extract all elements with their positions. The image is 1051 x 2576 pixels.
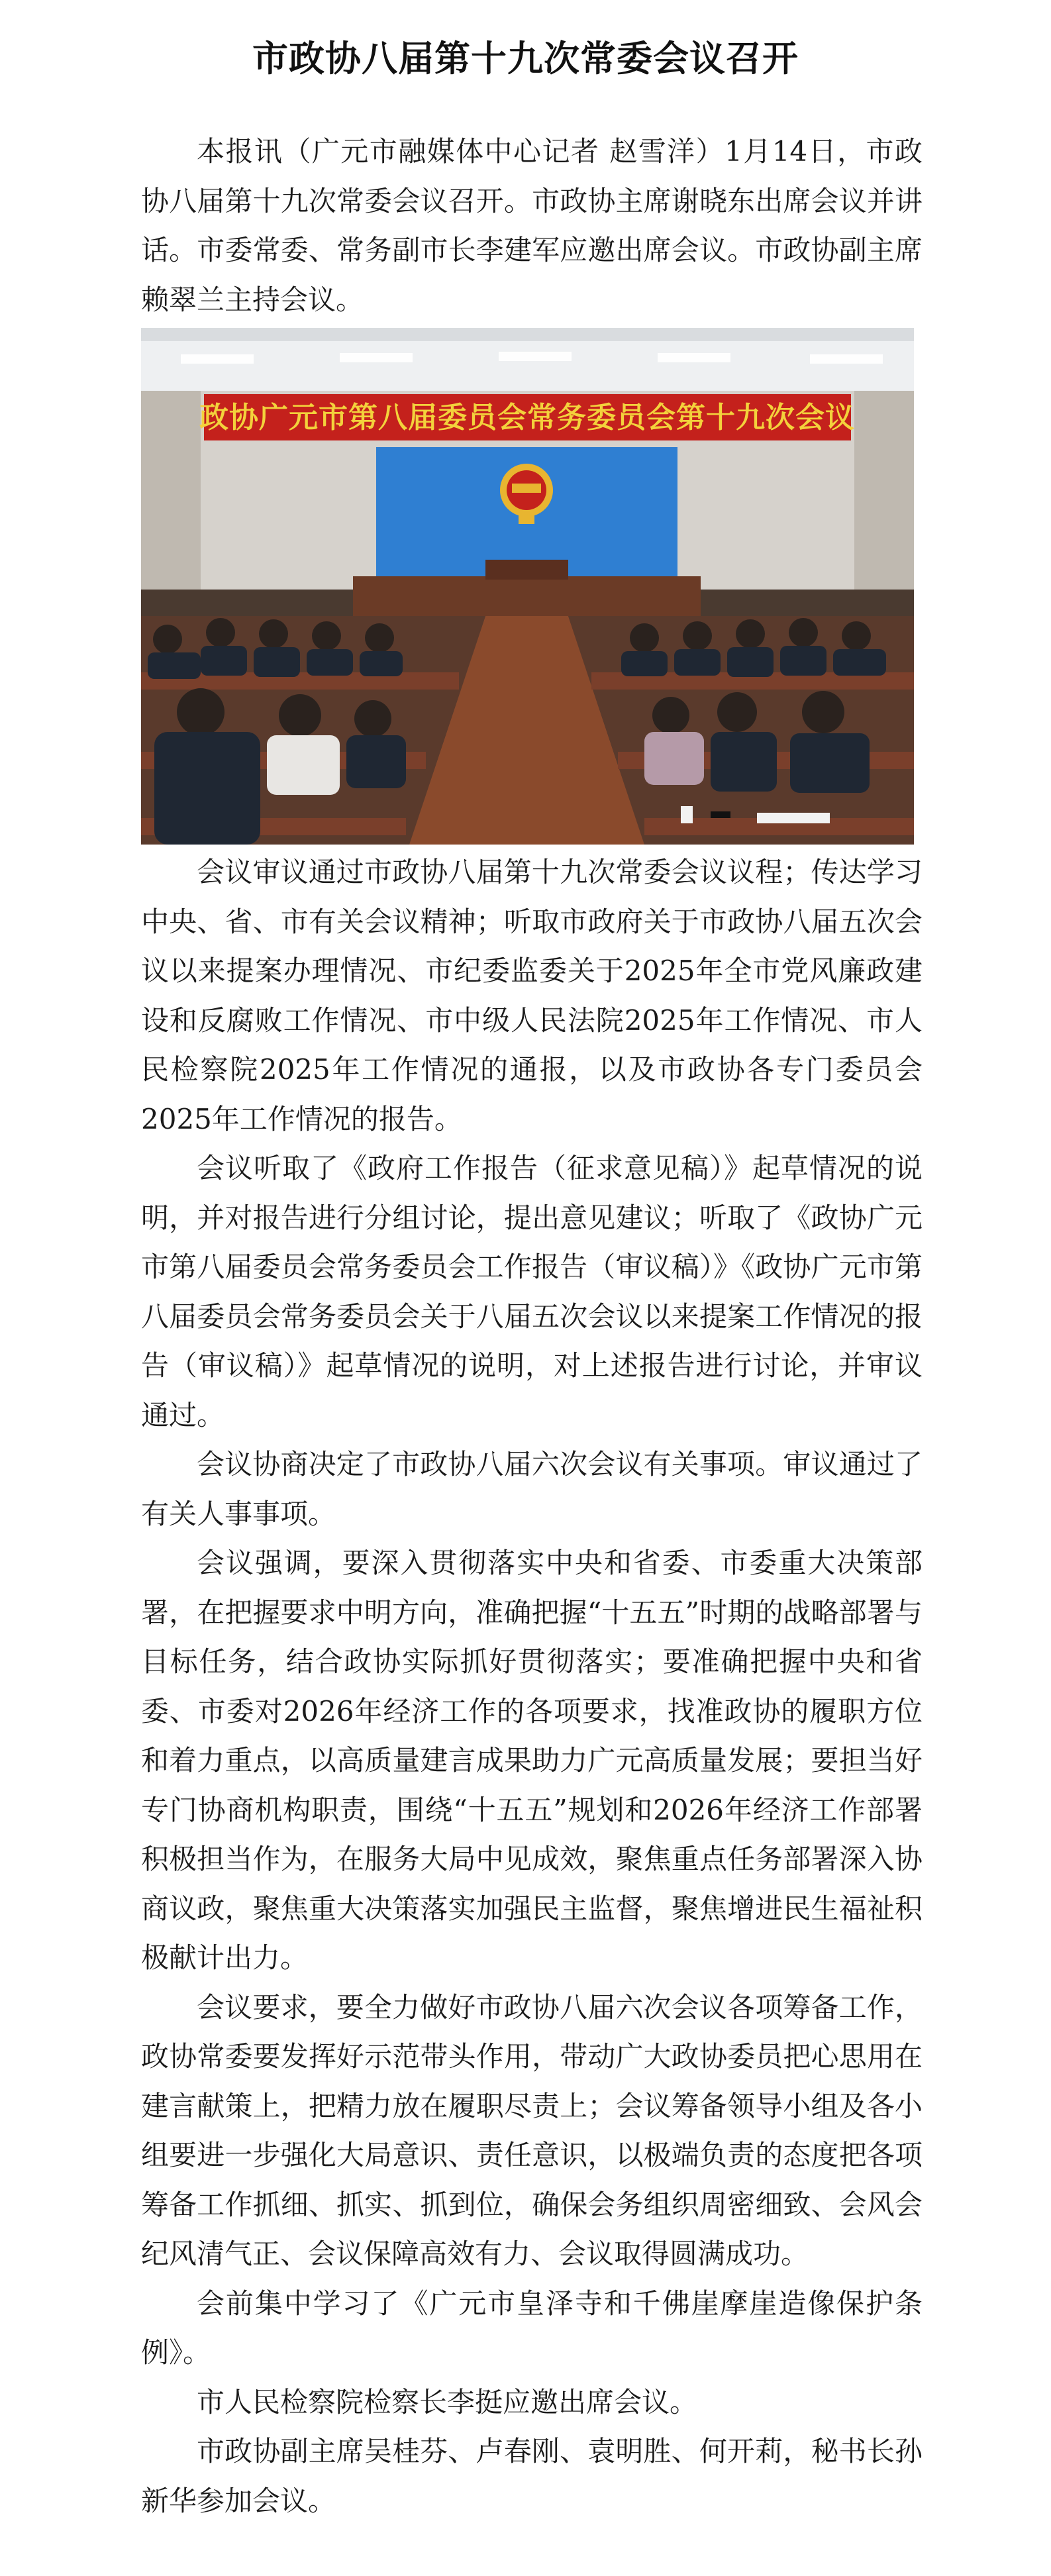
- banner-text: 政协广元市第八届委员会常务委员会第十九次会议: [199, 401, 855, 435]
- article-intro-block: [141, 127, 923, 325]
- body-paragraph: 市人民检察院检察长李挺应邀出席会议。: [197, 2385, 698, 2418]
- body-paragraph: 会议协商决定了市政协八届六次会议有关事项。审议通过了有关人事事项。: [141, 1448, 923, 1530]
- article-title: 市政协八届第十九次常委会议召开: [252, 38, 799, 80]
- body-paragraph: 市政协副主席吴桂芬、卢春刚、袁明胜、何开莉，秘书长孙新华参加会议。: [141, 2435, 923, 2517]
- body-paragraph: 会前集中学习了《广元市皇泽寺和千佛崖摩崖造像保护条例》。: [141, 2287, 923, 2369]
- body-paragraph: 会议强调，要深入贯彻落实中央和省委、市委重大决策部署，在把握要求中明方向，准确把握“十五五”时期的战略部署与目标任务，结合政协实际抓好贯彻落实；要准确把握中央和省委、市委对2026年经济工作的各项要求，找准政协的履职方位和着力重点，以高质量建言成果助力广元高质量发展；要担当好专门协商机构职责，围绕“十五五”规划和2026年经济工作部署积极担当作为，在服务大局中见成效，聚焦重点任务部署深入协商议政，聚焦重大决策落实加强民主监督，聚焦增进民生福祉积极献计出力。: [141, 1547, 923, 1974]
- intro-paragraph: 本报讯（广元市融媒体中心记者 赵雪洋）1月14日，市政协八届第十九次常委会议召开。市政协主席谢晓东出席会议并讲话。市委常委、常务副市长李建军应邀出席会议。市政协副主席赖翠兰主持会议。: [141, 135, 923, 316]
- body-paragraph: 会议听取了《政府工作报告（征求意见稿）》起草情况的说明，并对报告进行分组讨论，提出意见建议；听取了《政协广元市第八届委员会常务委员会工作报告（审议稿）》《政协广元市第八届委员会常务委员会关于八届五次会议以来提案工作情况的报告（审议稿）》起草情况的说明，对上述报告进行讨论，并审议通过。: [141, 1152, 923, 1431]
- meeting-photo: [141, 328, 914, 845]
- body-paragraph: 会议审议通过市政协八届第十九次常委会议议程；传达学习中央、省、市有关会议精神；听取市政府关于市政协八届五次会议以来提案办理情况、市纪委监委关于2025年全市党风廉政建设和反腐败工作情况、市中级人民法院2025年工作情况、市人民检察院2025年工作情况的通报，以及市政协各专门委员会2025年工作情况的报告。: [141, 856, 923, 1135]
- body-paragraph: 会议要求，要全力做好市政协八届六次会议各项筹备工作，政协常委要发挥好示范带头作用，带动广大政协委员把心思用在建言献策上，把精力放在履职尽责上；会议筹备领导小组及各小组要进一步强化大局意识、责任意识，以极端负责的态度把各项筹备工作抓细、抓实、抓到位，确保会务组织周密细致、会风会纪风清气正、会议保障高效有力、会议取得圆满成功。: [141, 1990, 923, 2270]
- article-body: [141, 848, 923, 2526]
